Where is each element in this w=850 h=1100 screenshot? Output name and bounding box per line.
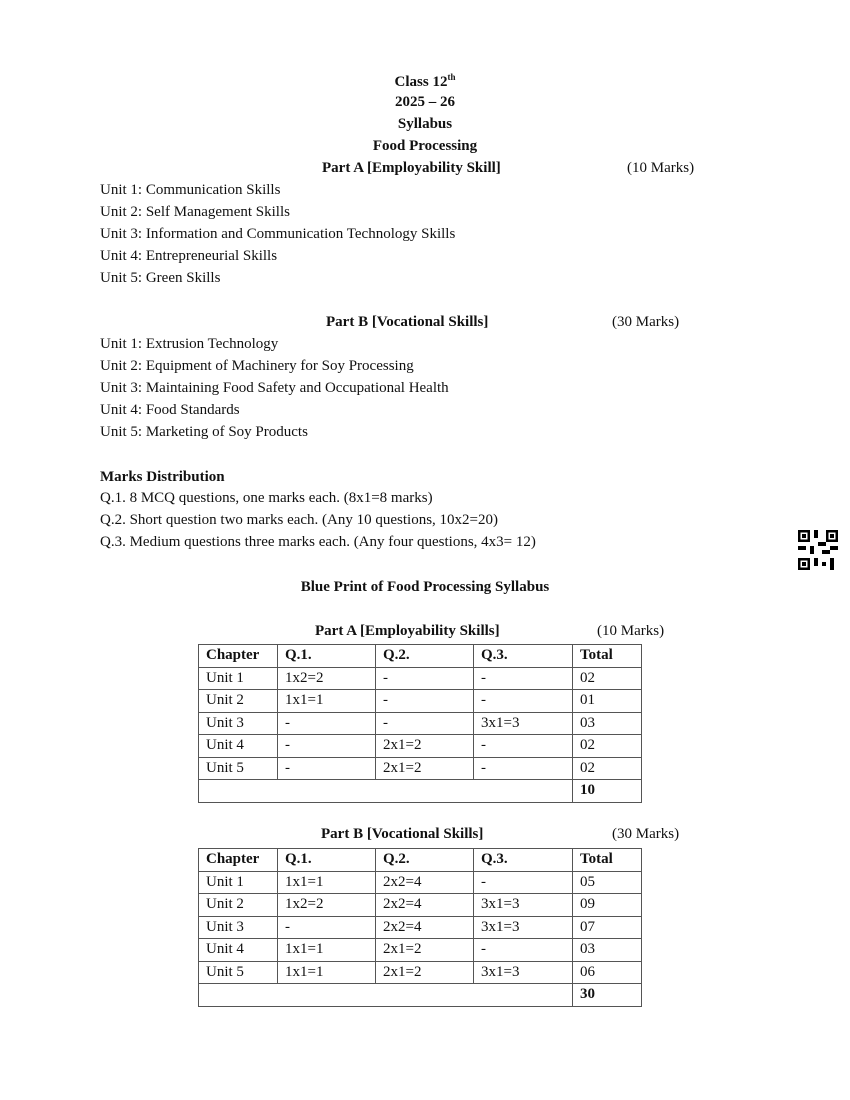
table-cell: -	[474, 735, 573, 758]
table-cell: 2x2=4	[376, 894, 474, 917]
table-cell: 2x2=4	[376, 916, 474, 939]
table-cell: Unit 3	[199, 916, 278, 939]
table-cell: 2x2=4	[376, 871, 474, 894]
partA-heading: Part A [Employability Skill]	[322, 160, 501, 176]
column-header: Q.1.	[278, 849, 376, 872]
list-item: Unit 4: Entrepreneurial Skills	[100, 248, 278, 264]
table-cell: 02	[573, 735, 642, 758]
table-row	[199, 916, 642, 939]
marks-distribution-heading: Marks Distribution	[100, 469, 225, 485]
column-header: Q.1.	[278, 645, 376, 668]
table-cell: -	[474, 757, 573, 780]
table-cell: 3x1=3	[474, 916, 573, 939]
table-row	[199, 871, 642, 894]
blueprint-heading: Blue Print of Food Processing Syllabus	[300, 579, 550, 595]
list-item: Unit 3: Information and Communication Technology Skills	[100, 226, 456, 242]
partA-marks: (10 Marks)	[627, 160, 695, 176]
table-cell: -	[474, 690, 573, 713]
table-cell: -	[278, 712, 376, 735]
table-cell: Unit 1	[199, 871, 278, 894]
column-header: Q.2.	[376, 645, 474, 668]
table-row	[199, 757, 642, 780]
table-cell: 3x1=3	[474, 712, 573, 735]
table-cell: -	[278, 916, 376, 939]
table-row	[199, 690, 642, 713]
table-cell: -	[474, 667, 573, 690]
table-cell: Unit 1	[199, 667, 278, 690]
table-cell: -	[278, 757, 376, 780]
table-cell: 3x1=3	[474, 894, 573, 917]
tableA-title: Part A [Employability Skills]	[315, 623, 500, 639]
table-header-row	[199, 849, 642, 872]
table-row	[199, 667, 642, 690]
table-cell: 3x1=3	[474, 961, 573, 984]
total-row	[199, 984, 642, 1007]
partB-blueprint-table	[198, 848, 642, 1007]
empty-cell	[199, 780, 573, 803]
column-header: Total	[573, 645, 642, 668]
list-item: Unit 5: Green Skills	[100, 270, 221, 286]
table-row	[199, 961, 642, 984]
table-cell: 02	[573, 667, 642, 690]
table-cell: Unit 5	[199, 757, 278, 780]
table-cell: Unit 2	[199, 894, 278, 917]
table-cell: -	[376, 690, 474, 713]
partB-heading: Part B [Vocational Skills]	[326, 314, 489, 330]
table-row	[199, 894, 642, 917]
column-header: Q.2.	[376, 849, 474, 872]
table-cell: 1x2=2	[278, 667, 376, 690]
list-item: Unit 2: Equipment of Machinery for Soy Processing	[100, 358, 414, 374]
list-item: Unit 1: Communication Skills	[100, 182, 281, 198]
table-cell: -	[474, 939, 573, 962]
list-item: Unit 2: Self Management Skills	[100, 204, 290, 220]
list-item: Q.2. Short question two marks each. (Any 10 questions, 10x2=20)	[100, 512, 498, 528]
table-cell: 06	[573, 961, 642, 984]
total-row	[199, 780, 642, 803]
table-cell: 09	[573, 894, 642, 917]
table-header-row	[199, 645, 642, 668]
table-cell: -	[278, 735, 376, 758]
partA-blueprint-table	[198, 644, 642, 803]
column-header: Chapter	[199, 849, 278, 872]
table-cell: 02	[573, 757, 642, 780]
table-cell: 1x1=1	[278, 961, 376, 984]
table-row	[199, 939, 642, 962]
grand-total: 10	[573, 780, 642, 803]
column-header: Q.3.	[474, 645, 573, 668]
table-cell: Unit 4	[199, 939, 278, 962]
table-cell: 2x1=2	[376, 735, 474, 758]
tableB-title: Part B [Vocational Skills]	[321, 826, 484, 842]
table-cell: -	[474, 871, 573, 894]
syllabus-heading: Syllabus	[397, 116, 453, 132]
tableB-marks: (30 Marks)	[612, 826, 680, 842]
grand-total: 30	[573, 984, 642, 1007]
empty-cell	[199, 984, 573, 1007]
list-item: Unit 3: Maintaining Food Safety and Occupational Health	[100, 380, 449, 396]
column-header: Total	[573, 849, 642, 872]
table-cell: 03	[573, 939, 642, 962]
column-header: Chapter	[199, 645, 278, 668]
table-row	[199, 735, 642, 758]
table-cell: -	[376, 667, 474, 690]
table-cell: Unit 2	[199, 690, 278, 713]
table-cell: 1x1=1	[278, 939, 376, 962]
table-cell: Unit 5	[199, 961, 278, 984]
table-cell: Unit 4	[199, 735, 278, 758]
table-cell: 03	[573, 712, 642, 735]
list-item: Unit 5: Marketing of Soy Products	[100, 424, 308, 440]
year-heading: 2025 – 26	[395, 94, 455, 110]
table-cell: Unit 3	[199, 712, 278, 735]
table-cell: 2x1=2	[376, 757, 474, 780]
table-cell: 2x1=2	[376, 961, 474, 984]
table-cell: -	[376, 712, 474, 735]
table-cell: 2x1=2	[376, 939, 474, 962]
table-cell: 1x2=2	[278, 894, 376, 917]
list-item: Unit 4: Food Standards	[100, 402, 240, 418]
table-cell: 1x1=1	[278, 871, 376, 894]
list-item: Unit 1: Extrusion Technology	[100, 336, 279, 352]
table-cell: 05	[573, 871, 642, 894]
table-cell: 01	[573, 690, 642, 713]
partB-marks: (30 Marks)	[612, 314, 680, 330]
column-header: Q.3.	[474, 849, 573, 872]
list-item: Q.1. 8 MCQ questions, one marks each. (8x1=8 marks)	[100, 490, 433, 506]
table-cell: 1x1=1	[278, 690, 376, 713]
subject-heading: Food Processing	[372, 138, 478, 154]
class-heading: Class 12th	[394, 72, 456, 90]
table-row	[199, 712, 642, 735]
qr-code-icon	[798, 530, 838, 570]
list-item: Q.3. Medium questions three marks each. (Any four questions, 4x3= 12)	[100, 534, 536, 550]
table-cell: 07	[573, 916, 642, 939]
tableA-marks: (10 Marks)	[597, 623, 665, 639]
